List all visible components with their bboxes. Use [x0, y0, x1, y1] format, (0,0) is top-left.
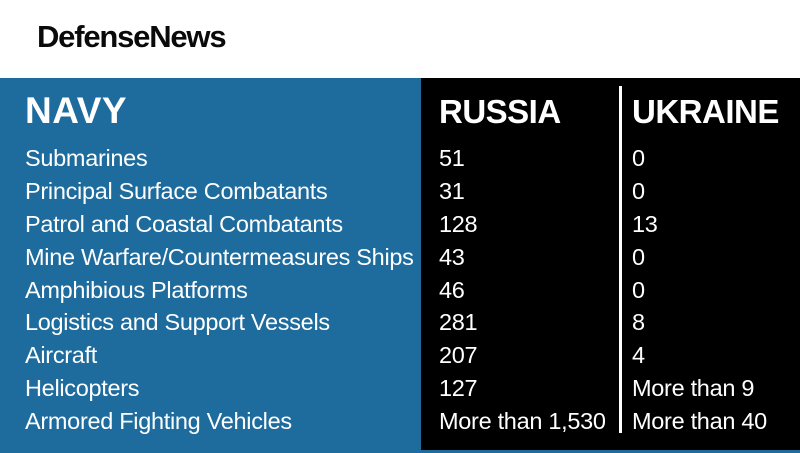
row-label: Helicopters [25, 375, 140, 402]
russia-value: More than 1,530 [439, 408, 606, 435]
column-header-ukraine: UKRAINE [632, 93, 779, 130]
table-title: NAVY [25, 90, 128, 131]
row-label: Armored Fighting Vehicles [25, 408, 292, 435]
row-label: Amphibious Platforms [25, 276, 248, 303]
table-row [0, 274, 800, 307]
table-row [0, 241, 800, 274]
table-row [0, 142, 800, 175]
russia-value: 127 [439, 375, 478, 402]
russia-value: 281 [439, 309, 478, 336]
row-label: Patrol and Coastal Combatants [25, 210, 343, 237]
ukraine-value: 0 [632, 177, 645, 204]
row-label: Mine Warfare/Countermeasures Ships [25, 243, 414, 270]
table-row [0, 372, 800, 405]
ukraine-value: 8 [632, 309, 645, 336]
navy-comparison-table [0, 78, 800, 453]
ukraine-value: 4 [632, 342, 645, 369]
row-label: Aircraft [25, 342, 98, 369]
russia-value: 207 [439, 342, 478, 369]
header [0, 0, 800, 78]
table-row [0, 208, 800, 241]
ukraine-value: 13 [632, 210, 658, 237]
russia-value: 46 [439, 276, 465, 303]
ukraine-value: More than 40 [632, 408, 767, 435]
ukraine-value: More than 9 [632, 375, 755, 402]
ukraine-value: 0 [632, 145, 645, 171]
table-row [0, 175, 800, 208]
ukraine-value: 0 [632, 276, 645, 303]
column-header-russia: RUSSIA [439, 93, 561, 130]
row-label: Submarines [25, 145, 148, 171]
row-label: Principal Surface Combatants [25, 177, 328, 204]
russia-value: 128 [439, 210, 478, 237]
russia-value: 31 [439, 177, 465, 204]
table-rows [0, 142, 800, 438]
ukraine-value: 0 [632, 243, 645, 270]
russia-value: 43 [439, 243, 465, 270]
table-row [0, 306, 800, 339]
table-row [0, 339, 800, 372]
table-row [0, 405, 800, 438]
row-label: Logistics and Support Vessels [25, 309, 330, 336]
russia-value: 51 [439, 145, 465, 171]
defense-news-logo: DefenseNews [37, 19, 226, 54]
